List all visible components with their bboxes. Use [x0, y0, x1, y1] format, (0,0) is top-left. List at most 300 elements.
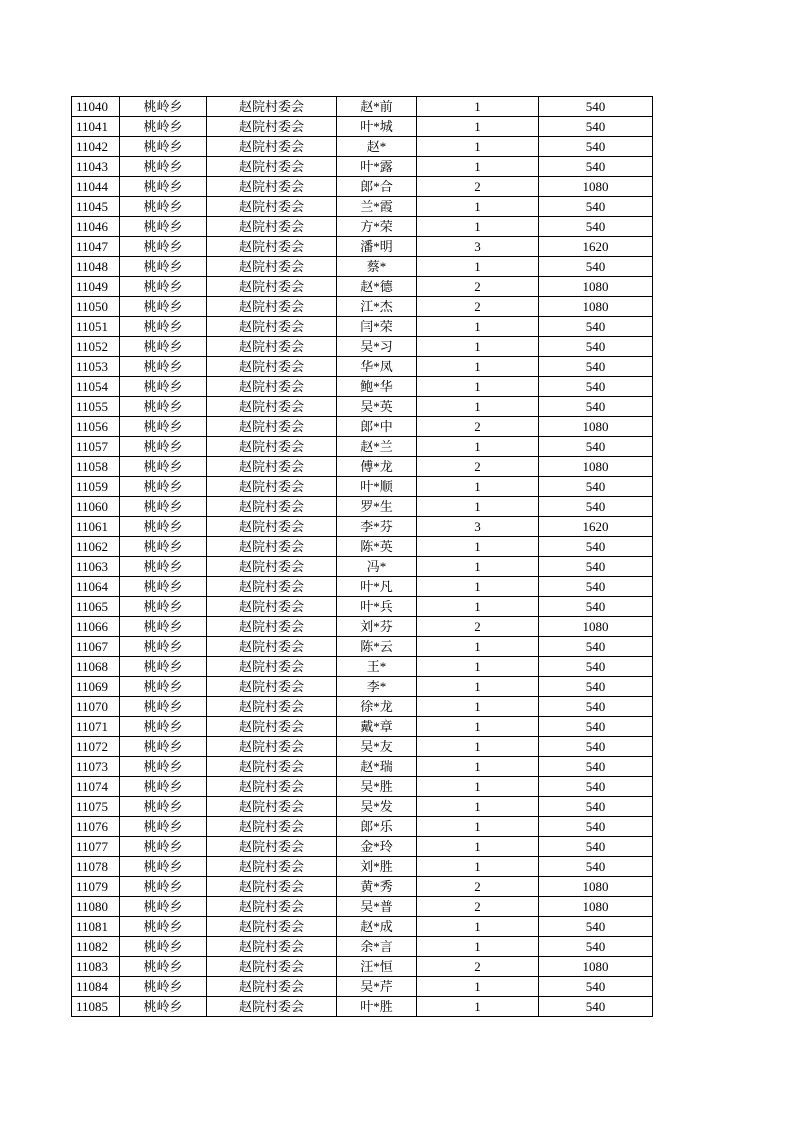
village-committee-cell: 赵院村委会 — [207, 197, 337, 217]
table-row — [72, 457, 653, 477]
row-id-cell: 11064 — [72, 577, 120, 597]
amount-cell: 540 — [539, 497, 653, 517]
township-cell: 桃岭乡 — [120, 537, 207, 557]
table-row — [72, 937, 653, 957]
amount-cell: 540 — [539, 717, 653, 737]
row-id-cell: 11050 — [72, 297, 120, 317]
count-cell: 1 — [417, 637, 539, 657]
table-row — [72, 637, 653, 657]
count-cell: 1 — [417, 777, 539, 797]
row-id-cell: 11040 — [72, 97, 120, 117]
township-cell: 桃岭乡 — [120, 197, 207, 217]
village-committee-cell: 赵院村委会 — [207, 437, 337, 457]
name-cell: 赵* — [337, 137, 417, 157]
amount-cell: 540 — [539, 697, 653, 717]
count-cell: 1 — [417, 537, 539, 557]
township-cell: 桃岭乡 — [120, 737, 207, 757]
village-committee-cell: 赵院村委会 — [207, 457, 337, 477]
township-cell: 桃岭乡 — [120, 657, 207, 677]
row-id-cell: 11082 — [72, 937, 120, 957]
township-cell: 桃岭乡 — [120, 177, 207, 197]
village-committee-cell: 赵院村委会 — [207, 597, 337, 617]
count-cell: 2 — [417, 957, 539, 977]
name-cell: 赵*兰 — [337, 437, 417, 457]
township-cell: 桃岭乡 — [120, 857, 207, 877]
table-row — [72, 777, 653, 797]
amount-cell: 540 — [539, 117, 653, 137]
count-cell: 2 — [417, 277, 539, 297]
amount-cell: 540 — [539, 757, 653, 777]
amount-cell: 540 — [539, 837, 653, 857]
name-cell: 吴*习 — [337, 337, 417, 357]
name-cell: 王* — [337, 657, 417, 677]
amount-cell: 540 — [539, 917, 653, 937]
count-cell: 3 — [417, 517, 539, 537]
table-row — [72, 737, 653, 757]
village-committee-cell: 赵院村委会 — [207, 397, 337, 417]
count-cell: 1 — [417, 337, 539, 357]
name-cell: 吴*胜 — [337, 777, 417, 797]
village-committee-cell: 赵院村委会 — [207, 717, 337, 737]
count-cell: 2 — [417, 417, 539, 437]
count-cell: 1 — [417, 577, 539, 597]
row-id-cell: 11073 — [72, 757, 120, 777]
table-row — [72, 757, 653, 777]
row-id-cell: 11045 — [72, 197, 120, 217]
table-row — [72, 257, 653, 277]
township-cell: 桃岭乡 — [120, 777, 207, 797]
village-committee-cell: 赵院村委会 — [207, 997, 337, 1017]
amount-cell: 540 — [539, 977, 653, 997]
amount-cell: 540 — [539, 997, 653, 1017]
village-committee-cell: 赵院村委会 — [207, 157, 337, 177]
table-row — [72, 797, 653, 817]
table-row — [72, 117, 653, 137]
amount-cell: 1080 — [539, 957, 653, 977]
table-row — [72, 217, 653, 237]
township-cell: 桃岭乡 — [120, 317, 207, 337]
row-id-cell: 11069 — [72, 677, 120, 697]
name-cell: 吴*英 — [337, 397, 417, 417]
amount-cell: 540 — [539, 777, 653, 797]
amount-cell: 1080 — [539, 297, 653, 317]
village-committee-cell: 赵院村委会 — [207, 797, 337, 817]
name-cell: 戴*章 — [337, 717, 417, 737]
village-committee-cell: 赵院村委会 — [207, 877, 337, 897]
table-row — [72, 317, 653, 337]
township-cell: 桃岭乡 — [120, 817, 207, 837]
name-cell: 潘*明 — [337, 237, 417, 257]
village-committee-cell: 赵院村委会 — [207, 657, 337, 677]
name-cell: 郎*合 — [337, 177, 417, 197]
count-cell: 2 — [417, 297, 539, 317]
township-cell: 桃岭乡 — [120, 237, 207, 257]
table-row — [72, 697, 653, 717]
row-id-cell: 11065 — [72, 597, 120, 617]
village-committee-cell: 赵院村委会 — [207, 917, 337, 937]
table-row — [72, 417, 653, 437]
amount-cell: 1080 — [539, 617, 653, 637]
village-committee-cell: 赵院村委会 — [207, 637, 337, 657]
township-cell: 桃岭乡 — [120, 697, 207, 717]
row-id-cell: 11044 — [72, 177, 120, 197]
table-row — [72, 357, 653, 377]
township-cell: 桃岭乡 — [120, 577, 207, 597]
name-cell: 叶*露 — [337, 157, 417, 177]
row-id-cell: 11062 — [72, 537, 120, 557]
count-cell: 1 — [417, 497, 539, 517]
count-cell: 1 — [417, 857, 539, 877]
amount-cell: 540 — [539, 557, 653, 577]
amount-cell: 1080 — [539, 897, 653, 917]
row-id-cell: 11059 — [72, 477, 120, 497]
table-row — [72, 177, 653, 197]
township-cell: 桃岭乡 — [120, 717, 207, 737]
name-cell: 江*杰 — [337, 297, 417, 317]
amount-cell: 540 — [539, 657, 653, 677]
township-cell: 桃岭乡 — [120, 517, 207, 537]
village-committee-cell: 赵院村委会 — [207, 497, 337, 517]
table-row — [72, 437, 653, 457]
amount-cell: 1620 — [539, 517, 653, 537]
row-id-cell: 11057 — [72, 437, 120, 457]
count-cell: 1 — [417, 217, 539, 237]
township-cell: 桃岭乡 — [120, 757, 207, 777]
village-committee-cell: 赵院村委会 — [207, 277, 337, 297]
name-cell: 徐*龙 — [337, 697, 417, 717]
table-row — [72, 957, 653, 977]
township-cell: 桃岭乡 — [120, 397, 207, 417]
count-cell: 1 — [417, 317, 539, 337]
village-committee-cell: 赵院村委会 — [207, 937, 337, 957]
amount-cell: 540 — [539, 817, 653, 837]
data-table — [71, 96, 653, 1017]
count-cell: 1 — [417, 717, 539, 737]
village-committee-cell: 赵院村委会 — [207, 897, 337, 917]
amount-cell: 540 — [539, 257, 653, 277]
township-cell: 桃岭乡 — [120, 217, 207, 237]
table-row — [72, 277, 653, 297]
name-cell: 闫*荣 — [337, 317, 417, 337]
table-row — [72, 97, 653, 117]
amount-cell: 540 — [539, 317, 653, 337]
count-cell: 1 — [417, 157, 539, 177]
name-cell: 叶*兵 — [337, 597, 417, 617]
row-id-cell: 11046 — [72, 217, 120, 237]
name-cell: 华*凤 — [337, 357, 417, 377]
row-id-cell: 11052 — [72, 337, 120, 357]
row-id-cell: 11080 — [72, 897, 120, 917]
village-committee-cell: 赵院村委会 — [207, 857, 337, 877]
row-id-cell: 11075 — [72, 797, 120, 817]
amount-cell: 540 — [539, 597, 653, 617]
row-id-cell: 11085 — [72, 997, 120, 1017]
village-committee-cell: 赵院村委会 — [207, 557, 337, 577]
name-cell: 吴*芹 — [337, 977, 417, 997]
count-cell: 1 — [417, 597, 539, 617]
name-cell: 金*玲 — [337, 837, 417, 857]
village-committee-cell: 赵院村委会 — [207, 477, 337, 497]
name-cell: 黄*秀 — [337, 877, 417, 897]
count-cell: 3 — [417, 237, 539, 257]
row-id-cell: 11055 — [72, 397, 120, 417]
row-id-cell: 11074 — [72, 777, 120, 797]
township-cell: 桃岭乡 — [120, 957, 207, 977]
village-committee-cell: 赵院村委会 — [207, 617, 337, 637]
township-cell: 桃岭乡 — [120, 437, 207, 457]
row-id-cell: 11079 — [72, 877, 120, 897]
table-row — [72, 237, 653, 257]
row-id-cell: 11068 — [72, 657, 120, 677]
table-row — [72, 497, 653, 517]
name-cell: 赵*瑞 — [337, 757, 417, 777]
table-row — [72, 397, 653, 417]
table-row — [72, 997, 653, 1017]
row-id-cell: 11070 — [72, 697, 120, 717]
amount-cell: 540 — [539, 437, 653, 457]
table-row — [72, 617, 653, 637]
village-committee-cell: 赵院村委会 — [207, 137, 337, 157]
count-cell: 1 — [417, 917, 539, 937]
amount-cell: 540 — [539, 377, 653, 397]
count-cell: 1 — [417, 677, 539, 697]
village-committee-cell: 赵院村委会 — [207, 537, 337, 557]
table-row — [72, 977, 653, 997]
count-cell: 1 — [417, 657, 539, 677]
name-cell: 汪*恒 — [337, 957, 417, 977]
count-cell: 1 — [417, 997, 539, 1017]
count-cell: 1 — [417, 137, 539, 157]
count-cell: 2 — [417, 877, 539, 897]
amount-cell: 1080 — [539, 417, 653, 437]
name-cell: 赵*德 — [337, 277, 417, 297]
name-cell: 傅*龙 — [337, 457, 417, 477]
village-committee-cell: 赵院村委会 — [207, 217, 337, 237]
name-cell: 李* — [337, 677, 417, 697]
name-cell: 冯* — [337, 557, 417, 577]
table-row — [72, 137, 653, 157]
row-id-cell: 11081 — [72, 917, 120, 937]
township-cell: 桃岭乡 — [120, 917, 207, 937]
amount-cell: 540 — [539, 397, 653, 417]
row-id-cell: 11058 — [72, 457, 120, 477]
name-cell: 刘*胜 — [337, 857, 417, 877]
village-committee-cell: 赵院村委会 — [207, 677, 337, 697]
township-cell: 桃岭乡 — [120, 277, 207, 297]
count-cell: 2 — [417, 177, 539, 197]
amount-cell: 540 — [539, 217, 653, 237]
count-cell: 2 — [417, 457, 539, 477]
count-cell: 1 — [417, 697, 539, 717]
count-cell: 2 — [417, 897, 539, 917]
name-cell: 郎*乐 — [337, 817, 417, 837]
row-id-cell: 11061 — [72, 517, 120, 537]
amount-cell: 1080 — [539, 877, 653, 897]
table-row — [72, 817, 653, 837]
table-row — [72, 157, 653, 177]
row-id-cell: 11066 — [72, 617, 120, 637]
row-id-cell: 11076 — [72, 817, 120, 837]
count-cell: 1 — [417, 357, 539, 377]
village-committee-cell: 赵院村委会 — [207, 297, 337, 317]
row-id-cell: 11077 — [72, 837, 120, 857]
count-cell: 1 — [417, 437, 539, 457]
township-cell: 桃岭乡 — [120, 477, 207, 497]
row-id-cell: 11067 — [72, 637, 120, 657]
township-cell: 桃岭乡 — [120, 157, 207, 177]
row-id-cell: 11049 — [72, 277, 120, 297]
village-committee-cell: 赵院村委会 — [207, 377, 337, 397]
village-committee-cell: 赵院村委会 — [207, 237, 337, 257]
table-row — [72, 377, 653, 397]
name-cell: 陈*云 — [337, 637, 417, 657]
township-cell: 桃岭乡 — [120, 257, 207, 277]
village-committee-cell: 赵院村委会 — [207, 757, 337, 777]
township-cell: 桃岭乡 — [120, 557, 207, 577]
row-id-cell: 11048 — [72, 257, 120, 277]
village-committee-cell: 赵院村委会 — [207, 577, 337, 597]
table-row — [72, 197, 653, 217]
township-cell: 桃岭乡 — [120, 337, 207, 357]
township-cell: 桃岭乡 — [120, 137, 207, 157]
name-cell: 叶*胜 — [337, 997, 417, 1017]
count-cell: 1 — [417, 757, 539, 777]
row-id-cell: 11054 — [72, 377, 120, 397]
name-cell: 叶*城 — [337, 117, 417, 137]
name-cell: 刘*芬 — [337, 617, 417, 637]
name-cell: 鲍*华 — [337, 377, 417, 397]
count-cell: 1 — [417, 797, 539, 817]
village-committee-cell: 赵院村委会 — [207, 837, 337, 857]
row-id-cell: 11063 — [72, 557, 120, 577]
amount-cell: 1080 — [539, 277, 653, 297]
table-row — [72, 677, 653, 697]
amount-cell: 1080 — [539, 177, 653, 197]
amount-cell: 540 — [539, 137, 653, 157]
township-cell: 桃岭乡 — [120, 877, 207, 897]
table-row — [72, 477, 653, 497]
village-committee-cell: 赵院村委会 — [207, 977, 337, 997]
row-id-cell: 11078 — [72, 857, 120, 877]
amount-cell: 540 — [539, 477, 653, 497]
village-committee-cell: 赵院村委会 — [207, 97, 337, 117]
row-id-cell: 11084 — [72, 977, 120, 997]
amount-cell: 540 — [539, 337, 653, 357]
township-cell: 桃岭乡 — [120, 497, 207, 517]
table-row — [72, 837, 653, 857]
township-cell: 桃岭乡 — [120, 997, 207, 1017]
amount-cell: 540 — [539, 537, 653, 557]
name-cell: 李*芬 — [337, 517, 417, 537]
row-id-cell: 11060 — [72, 497, 120, 517]
row-id-cell: 11041 — [72, 117, 120, 137]
village-committee-cell: 赵院村委会 — [207, 697, 337, 717]
table-row — [72, 717, 653, 737]
row-id-cell: 11042 — [72, 137, 120, 157]
table-row — [72, 597, 653, 617]
village-committee-cell: 赵院村委会 — [207, 817, 337, 837]
count-cell: 1 — [417, 837, 539, 857]
township-cell: 桃岭乡 — [120, 97, 207, 117]
village-committee-cell: 赵院村委会 — [207, 957, 337, 977]
table-body — [72, 97, 653, 1017]
amount-cell: 540 — [539, 737, 653, 757]
township-cell: 桃岭乡 — [120, 837, 207, 857]
township-cell: 桃岭乡 — [120, 797, 207, 817]
amount-cell: 540 — [539, 637, 653, 657]
township-cell: 桃岭乡 — [120, 677, 207, 697]
row-id-cell: 11056 — [72, 417, 120, 437]
village-committee-cell: 赵院村委会 — [207, 357, 337, 377]
table-row — [72, 917, 653, 937]
name-cell: 吴*友 — [337, 737, 417, 757]
village-committee-cell: 赵院村委会 — [207, 417, 337, 437]
row-id-cell: 11051 — [72, 317, 120, 337]
township-cell: 桃岭乡 — [120, 937, 207, 957]
name-cell: 罗*生 — [337, 497, 417, 517]
count-cell: 1 — [417, 737, 539, 757]
amount-cell: 540 — [539, 937, 653, 957]
amount-cell: 540 — [539, 677, 653, 697]
count-cell: 1 — [417, 397, 539, 417]
count-cell: 1 — [417, 197, 539, 217]
table-row — [72, 857, 653, 877]
table-row — [72, 877, 653, 897]
amount-cell: 1620 — [539, 237, 653, 257]
village-committee-cell: 赵院村委会 — [207, 177, 337, 197]
row-id-cell: 11053 — [72, 357, 120, 377]
name-cell: 吴*普 — [337, 897, 417, 917]
village-committee-cell: 赵院村委会 — [207, 257, 337, 277]
amount-cell: 540 — [539, 97, 653, 117]
count-cell: 1 — [417, 477, 539, 497]
name-cell: 赵*成 — [337, 917, 417, 937]
township-cell: 桃岭乡 — [120, 617, 207, 637]
name-cell: 吴*发 — [337, 797, 417, 817]
township-cell: 桃岭乡 — [120, 977, 207, 997]
name-cell: 叶*顺 — [337, 477, 417, 497]
township-cell: 桃岭乡 — [120, 897, 207, 917]
name-cell: 赵*前 — [337, 97, 417, 117]
amount-cell: 540 — [539, 357, 653, 377]
township-cell: 桃岭乡 — [120, 597, 207, 617]
table-row — [72, 557, 653, 577]
amount-cell: 540 — [539, 577, 653, 597]
village-committee-cell: 赵院村委会 — [207, 337, 337, 357]
township-cell: 桃岭乡 — [120, 417, 207, 437]
count-cell: 2 — [417, 617, 539, 637]
name-cell: 余*言 — [337, 937, 417, 957]
village-committee-cell: 赵院村委会 — [207, 317, 337, 337]
count-cell: 1 — [417, 97, 539, 117]
amount-cell: 540 — [539, 197, 653, 217]
row-id-cell: 11071 — [72, 717, 120, 737]
name-cell: 郎*中 — [337, 417, 417, 437]
table-row — [72, 337, 653, 357]
row-id-cell: 11047 — [72, 237, 120, 257]
township-cell: 桃岭乡 — [120, 377, 207, 397]
count-cell: 1 — [417, 977, 539, 997]
table-row — [72, 657, 653, 677]
count-cell: 1 — [417, 257, 539, 277]
count-cell: 1 — [417, 557, 539, 577]
table-row — [72, 537, 653, 557]
amount-cell: 540 — [539, 797, 653, 817]
count-cell: 1 — [417, 377, 539, 397]
village-committee-cell: 赵院村委会 — [207, 777, 337, 797]
name-cell: 兰*霞 — [337, 197, 417, 217]
amount-cell: 540 — [539, 857, 653, 877]
